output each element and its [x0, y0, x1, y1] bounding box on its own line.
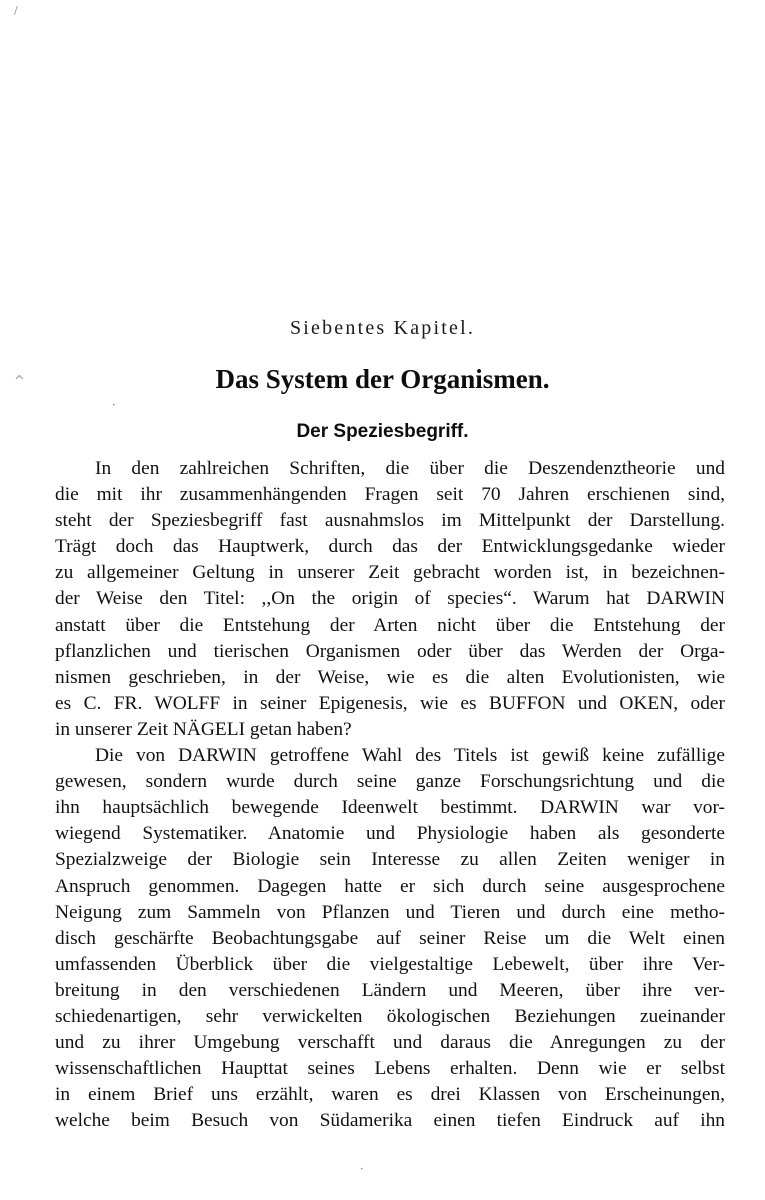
- text-line: umfassenden Überblick über die vielgestaltige Lebewelt, über ihre Ver-: [55, 953, 725, 975]
- text-line: Anspruch genommen. Dagegen hatte er sich durch seine ausgesprochene: [55, 875, 725, 897]
- text-line: Die von DARWIN getroffene Wahl des Titels ist gewiß keine zufällige: [95, 745, 725, 767]
- text-line: es C. FR. WOLFF in seiner Epigenesis, wie es BUFFON und OKEN, oder: [55, 692, 725, 714]
- section-title: Der Speziesbegriff.: [296, 421, 469, 442]
- text-line: die mit ihr zusammenhängenden Fragen seit 70 Jahren erschienen sind,: [55, 484, 725, 506]
- chapter-title: Das System der Organismen.: [215, 364, 550, 394]
- text-line: anstatt über die Entstehung der Arten nicht über die Entstehung der: [55, 614, 725, 636]
- text-line: wiegend Systematiker. Anatomie und Physiologie haben als gesonderte: [55, 823, 725, 845]
- text-line: Spezialzweige der Biologie sein Interesse zu allen Zeiten weniger in: [55, 849, 725, 871]
- text-line: gewesen, sondern wurde durch seine ganze Forschungsrichtung und die: [55, 771, 725, 793]
- body-text: [55, 456, 725, 1134]
- text-line: ihn hauptsächlich bewegende Ideenwelt bestimmt. DARWIN war vor-: [55, 797, 725, 819]
- text-line: in unserer Zeit NÄGELI getan haben?: [55, 718, 352, 740]
- text-line: zu allgemeiner Geltung in unserer Zeit gebracht worden ist, in bezeichnen-: [55, 562, 725, 584]
- text-line: der Weise den Titel: ,,On the origin of species“. Warum hat DARWIN: [55, 588, 725, 610]
- text-line: disch geschärfte Beobachtungsgabe auf seiner Reise um die Welt einen: [55, 927, 725, 949]
- text-line: Trägt doch das Hauptwerk, durch das der Entwicklungsgedanke wieder: [55, 536, 725, 558]
- text-line: Neigung zum Sammeln von Pflanzen und Tieren und durch eine metho-: [55, 901, 725, 923]
- text-line: breitung in den verschiedenen Ländern und Meeren, über ihre ver-: [55, 979, 725, 1001]
- scan-speck: /: [14, 4, 18, 17]
- scan-speck: •: [360, 1166, 364, 1173]
- text-line: wissenschaftlichen Haupttat seines Lebens erhalten. Denn wie er selbst: [55, 1058, 725, 1080]
- scan-speck: •: [112, 402, 116, 409]
- chapter-label: Siebentes Kapitel.: [289, 317, 476, 339]
- text-line: pflanzlichen und tierischen Organismen oder über das Werden der Orga-: [55, 640, 725, 662]
- text-line: welche beim Besuch von Südamerika einen tiefen Eindruck auf ihn: [55, 1110, 725, 1132]
- text-line: nismen geschrieben, in der Weise, wie es die alten Evolutionisten, wie: [55, 666, 725, 688]
- text-line: In den zahlreichen Schriften, die über die Deszendenztheorie und: [95, 458, 725, 479]
- text-line: schiedenartigen, sehr verwickelten ökologischen Beziehungen zueinander: [55, 1005, 725, 1027]
- text-line: in einem Brief uns erzählt, waren es drei Klassen von Erscheinungen,: [55, 1084, 725, 1106]
- text-line: und zu ihrer Umgebung verschafft und daraus die Anregungen zu der: [55, 1032, 725, 1054]
- scan-speck: ^: [14, 374, 25, 389]
- text-line: steht der Speziesbegriff fast ausnahmslos im Mittelpunkt der Darstellung.: [55, 510, 725, 532]
